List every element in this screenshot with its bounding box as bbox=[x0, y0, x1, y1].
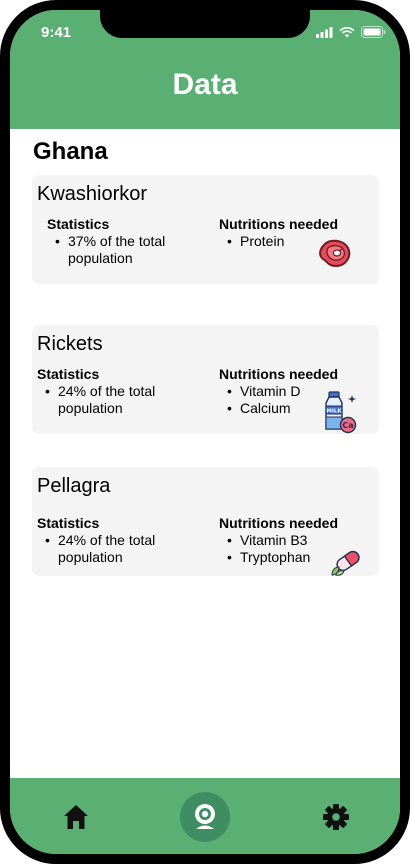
battery-icon bbox=[361, 26, 386, 38]
milk-bottle-icon bbox=[324, 391, 360, 435]
camera-button[interactable] bbox=[180, 792, 230, 842]
list-item: • Vitamin B3 bbox=[219, 532, 310, 549]
list-item: • Vitamin D bbox=[219, 383, 300, 400]
card-title: Kwashiorkor bbox=[37, 183, 148, 205]
card-title: Pellagra bbox=[37, 475, 111, 497]
wifi-icon bbox=[339, 27, 355, 38]
card-title: Rickets bbox=[37, 333, 103, 355]
nutrients-list bbox=[219, 233, 284, 250]
list-item: • 24% of the total population bbox=[37, 383, 177, 417]
nutrition-label: Nutritions needed bbox=[219, 216, 339, 232]
list-item: • Tryptophan bbox=[219, 549, 310, 566]
disease-card-rickets[interactable] bbox=[32, 325, 379, 434]
nutrients-list bbox=[219, 532, 310, 566]
statistics-list bbox=[47, 233, 187, 267]
nutrition-label: Nutritions needed bbox=[219, 515, 339, 531]
disease-card-pellagra[interactable] bbox=[32, 467, 379, 576]
list-item: • Calcium bbox=[219, 400, 300, 417]
statistics-label: Statistics bbox=[47, 216, 110, 232]
statistics-list bbox=[37, 383, 177, 417]
milk-label: MILK bbox=[326, 408, 342, 415]
list-item: • 24% of the total population bbox=[37, 532, 177, 566]
statistics-label: Statistics bbox=[37, 366, 100, 382]
disease-card-kwashiorkor[interactable] bbox=[32, 175, 379, 284]
list-item: • 37% of the total population bbox=[47, 233, 187, 267]
home-icon[interactable] bbox=[62, 803, 90, 831]
calcium-label: Ca bbox=[342, 421, 354, 430]
camera-icon bbox=[191, 802, 219, 832]
status-time: 9:41 bbox=[41, 24, 72, 41]
list-item: • Protein bbox=[219, 233, 284, 250]
signal-icon bbox=[316, 27, 333, 38]
nutrition-label: Nutritions needed bbox=[219, 366, 339, 382]
nutrients-list bbox=[219, 383, 300, 417]
country-title: Ghana bbox=[33, 138, 108, 165]
steak-icon bbox=[318, 239, 352, 269]
page-title: Data bbox=[172, 68, 238, 101]
statistics-label: Statistics bbox=[37, 515, 100, 531]
statistics-list bbox=[37, 532, 177, 566]
pill-icon bbox=[330, 547, 366, 577]
bottom-nav bbox=[10, 778, 400, 864]
status-icons bbox=[316, 26, 386, 38]
gear-icon[interactable] bbox=[322, 803, 350, 831]
notch bbox=[100, 8, 310, 38]
